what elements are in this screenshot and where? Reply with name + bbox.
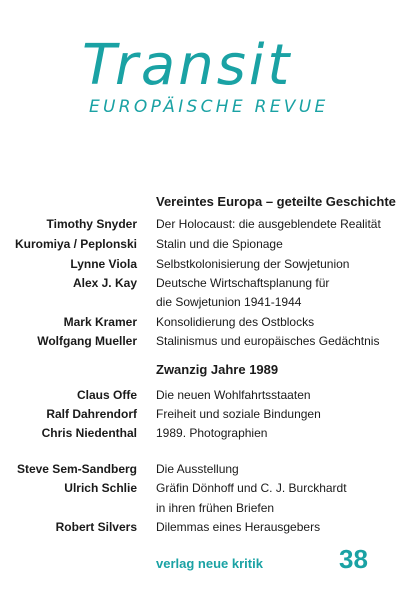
toc-author: Timothy Snyder: [46, 217, 137, 231]
publisher-name: verlag neue kritik: [156, 556, 263, 571]
toc-row: [0, 480, 413, 500]
toc-article-title: die Sowjetunion 1941-1944: [156, 295, 302, 309]
toc-article-title: Selbstkolonisierung der Sowjetunion: [156, 257, 350, 271]
section-heading-zwanzig-jahre: Zwanzig Jahre 1989: [156, 362, 279, 377]
toc-row: [0, 256, 413, 276]
toc-author: Robert Silvers: [55, 520, 137, 534]
toc-article-title: Gräfin Dönhoff und C. J. Burckhardt: [156, 481, 347, 495]
toc-article-title: Der Holocaust: die ausgeblendete Realität: [156, 217, 381, 231]
toc-article-title: 1989. Photographien: [156, 426, 268, 440]
toc-author: Mark Kramer: [63, 315, 137, 329]
toc-author: Ulrich Schlie: [64, 481, 137, 495]
toc-author: Ralf Dahrendorf: [46, 407, 137, 421]
toc-article-title: Die Ausstellung: [156, 462, 239, 476]
toc-article-title: Stalin und die Spionage: [156, 237, 283, 251]
toc-article-title: Dilemmas eines Herausgebers: [156, 520, 321, 534]
toc-row: [0, 275, 413, 295]
toc-row-continued: [0, 294, 413, 314]
toc-row: [0, 236, 413, 256]
toc-row: [0, 461, 413, 481]
toc-author: Wolfgang Mueller: [37, 334, 137, 348]
toc-author: Chris Niedenthal: [41, 426, 137, 440]
toc-author: Lynne Viola: [70, 257, 137, 271]
toc-author: Claus Offe: [76, 388, 137, 402]
toc-author: Steve Sem-Sandberg: [16, 462, 137, 476]
section-heading-vereintes-europa: Vereintes Europa – geteilte Geschichte: [156, 194, 396, 209]
toc-article-title: Konsolidierung des Ostblocks: [156, 315, 315, 329]
toc-row: [0, 216, 413, 236]
toc-row: [0, 519, 413, 539]
toc-row: [0, 425, 413, 445]
toc-article-title: Freiheit und soziale Bindungen: [156, 407, 321, 421]
toc-row: [0, 333, 413, 353]
toc-author: Alex J. Kay: [72, 276, 137, 290]
toc-author: Kuromiya / Peplonski: [14, 237, 137, 251]
masthead: [0, 0, 413, 130]
toc-row: [0, 314, 413, 334]
issue-number: 38: [339, 544, 368, 574]
toc-article-title: in ihren frühen Briefen: [156, 501, 275, 515]
journal-title: Transit: [82, 33, 293, 98]
toc-row-continued: [0, 500, 413, 520]
toc-article-title: Die neuen Wohlfahrtsstaaten: [156, 388, 311, 402]
journal-subtitle: EUROPÄISCHE REVUE: [89, 97, 329, 117]
toc-row: [0, 406, 413, 426]
toc-row: [0, 387, 413, 407]
toc-article-title: Stalinismus und europäisches Gedächtnis: [156, 334, 380, 348]
toc-article-title: Deutsche Wirtschaftsplanung für: [156, 276, 330, 290]
